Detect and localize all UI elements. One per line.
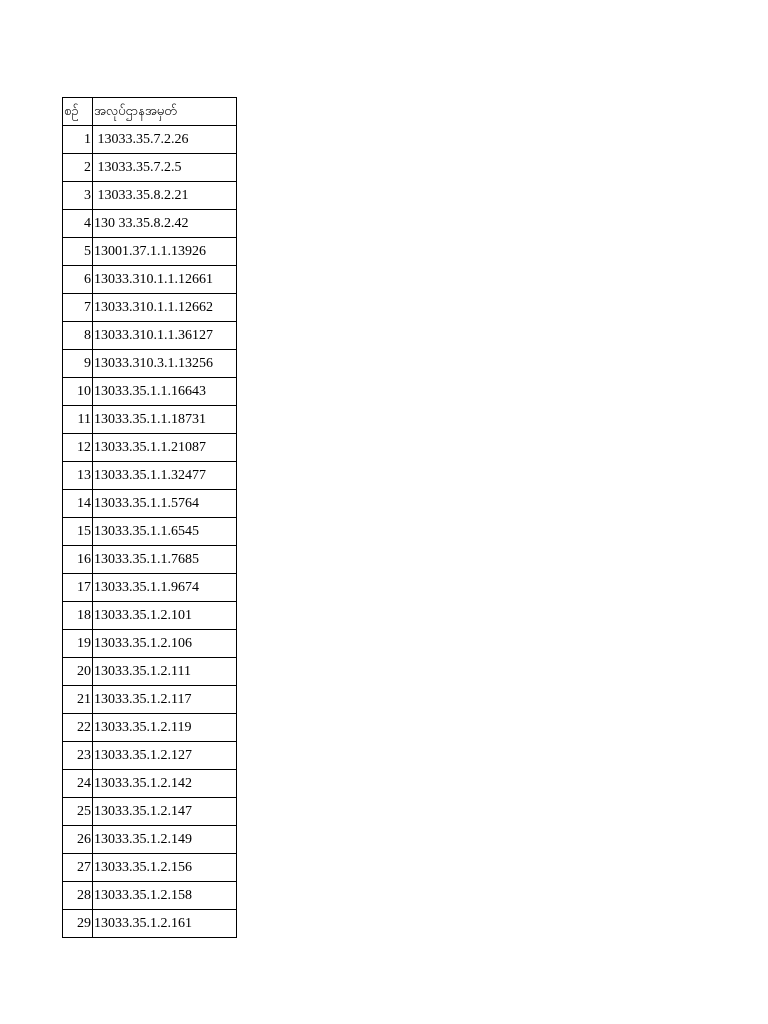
row-serial-number: 6 <box>63 266 93 294</box>
row-workplace-number: 13033.35.1.2.111 <box>93 658 237 686</box>
row-workplace-number: 13033.310.1.1.36127 <box>93 322 237 350</box>
row-workplace-number: 13033.35.1.1.18731 <box>93 406 237 434</box>
header-row <box>63 98 237 126</box>
row-workplace-number: 13033.35.8.2.21 <box>93 182 237 210</box>
row-workplace-number: 13033.35.1.2.158 <box>93 882 237 910</box>
row-serial-number: 8 <box>63 322 93 350</box>
table-row <box>63 742 237 770</box>
table-row <box>63 546 237 574</box>
row-workplace-number: 13033.35.1.1.9674 <box>93 574 237 602</box>
row-workplace-number: 13033.35.1.2.149 <box>93 826 237 854</box>
table-row <box>63 630 237 658</box>
table-row <box>63 266 237 294</box>
row-workplace-number: 13033.310.3.1.13256 <box>93 350 237 378</box>
row-serial-number: 26 <box>63 826 93 854</box>
table-row <box>63 462 237 490</box>
table-row <box>63 714 237 742</box>
row-serial-number: 17 <box>63 574 93 602</box>
table-row <box>63 854 237 882</box>
row-workplace-number: 13033.35.7.2.26 <box>93 126 237 154</box>
row-serial-number: 4 <box>63 210 93 238</box>
table-row <box>63 434 237 462</box>
table-row <box>63 658 237 686</box>
row-workplace-number: 13033.35.7.2.5 <box>93 154 237 182</box>
row-serial-number: 19 <box>63 630 93 658</box>
row-serial-number: 5 <box>63 238 93 266</box>
table-row <box>63 406 237 434</box>
table-row <box>63 686 237 714</box>
row-workplace-number: 13033.35.1.1.5764 <box>93 490 237 518</box>
row-serial-number: 13 <box>63 462 93 490</box>
row-serial-number: 28 <box>63 882 93 910</box>
table-row <box>63 210 237 238</box>
row-workplace-number: 13033.35.1.1.21087 <box>93 434 237 462</box>
row-workplace-number: 13033.35.1.2.101 <box>93 602 237 630</box>
row-serial-number: 10 <box>63 378 93 406</box>
row-workplace-number: 13001.37.1.1.13926 <box>93 238 237 266</box>
row-workplace-number: 13033.35.1.1.7685 <box>93 546 237 574</box>
row-workplace-number: 13033.35.1.2.117 <box>93 686 237 714</box>
row-serial-number: 24 <box>63 770 93 798</box>
row-workplace-number: 13033.35.1.1.6545 <box>93 518 237 546</box>
row-serial-number: 20 <box>63 658 93 686</box>
header-serial-number: စဉ် <box>63 98 93 126</box>
table-row <box>63 378 237 406</box>
table-row <box>63 574 237 602</box>
row-serial-number: 21 <box>63 686 93 714</box>
row-workplace-number: 13033.35.1.1.32477 <box>93 462 237 490</box>
table-row <box>63 322 237 350</box>
table-row <box>63 602 237 630</box>
table-row <box>63 294 237 322</box>
row-serial-number: 25 <box>63 798 93 826</box>
row-workplace-number: 13033.35.1.2.106 <box>93 630 237 658</box>
row-workplace-number: 13033.35.1.2.147 <box>93 798 237 826</box>
table-row <box>63 350 237 378</box>
table-row <box>63 910 237 938</box>
row-workplace-number: 13033.35.1.2.161 <box>93 910 237 938</box>
row-serial-number: 7 <box>63 294 93 322</box>
table-row <box>63 518 237 546</box>
row-serial-number: 16 <box>63 546 93 574</box>
row-serial-number: 2 <box>63 154 93 182</box>
row-serial-number: 15 <box>63 518 93 546</box>
table-row <box>63 826 237 854</box>
row-workplace-number: 13033.35.1.2.119 <box>93 714 237 742</box>
row-workplace-number: 13033.35.1.1.16643 <box>93 378 237 406</box>
table-row <box>63 126 237 154</box>
row-workplace-number: 13033.35.1.2.142 <box>93 770 237 798</box>
header-workplace-number: အလုပ်ဌာနအမှတ် <box>93 98 237 126</box>
data-table <box>62 97 237 938</box>
row-serial-number: 27 <box>63 854 93 882</box>
row-serial-number: 12 <box>63 434 93 462</box>
table-row <box>63 154 237 182</box>
row-serial-number: 14 <box>63 490 93 518</box>
table-row <box>63 798 237 826</box>
row-serial-number: 11 <box>63 406 93 434</box>
row-serial-number: 23 <box>63 742 93 770</box>
table-row <box>63 882 237 910</box>
row-workplace-number: 13033.35.1.2.127 <box>93 742 237 770</box>
row-serial-number: 18 <box>63 602 93 630</box>
table-row <box>63 182 237 210</box>
table-row <box>63 490 237 518</box>
table-row <box>63 770 237 798</box>
row-workplace-number: 13033.310.1.1.12662 <box>93 294 237 322</box>
table-body <box>63 126 237 938</box>
table-row <box>63 238 237 266</box>
row-workplace-number: 130 33.35.8.2.42 <box>93 210 237 238</box>
row-workplace-number: 13033.35.1.2.156 <box>93 854 237 882</box>
row-workplace-number: 13033.310.1.1.12661 <box>93 266 237 294</box>
row-serial-number: 22 <box>63 714 93 742</box>
row-serial-number: 9 <box>63 350 93 378</box>
row-serial-number: 1 <box>63 126 93 154</box>
row-serial-number: 3 <box>63 182 93 210</box>
row-serial-number: 29 <box>63 910 93 938</box>
